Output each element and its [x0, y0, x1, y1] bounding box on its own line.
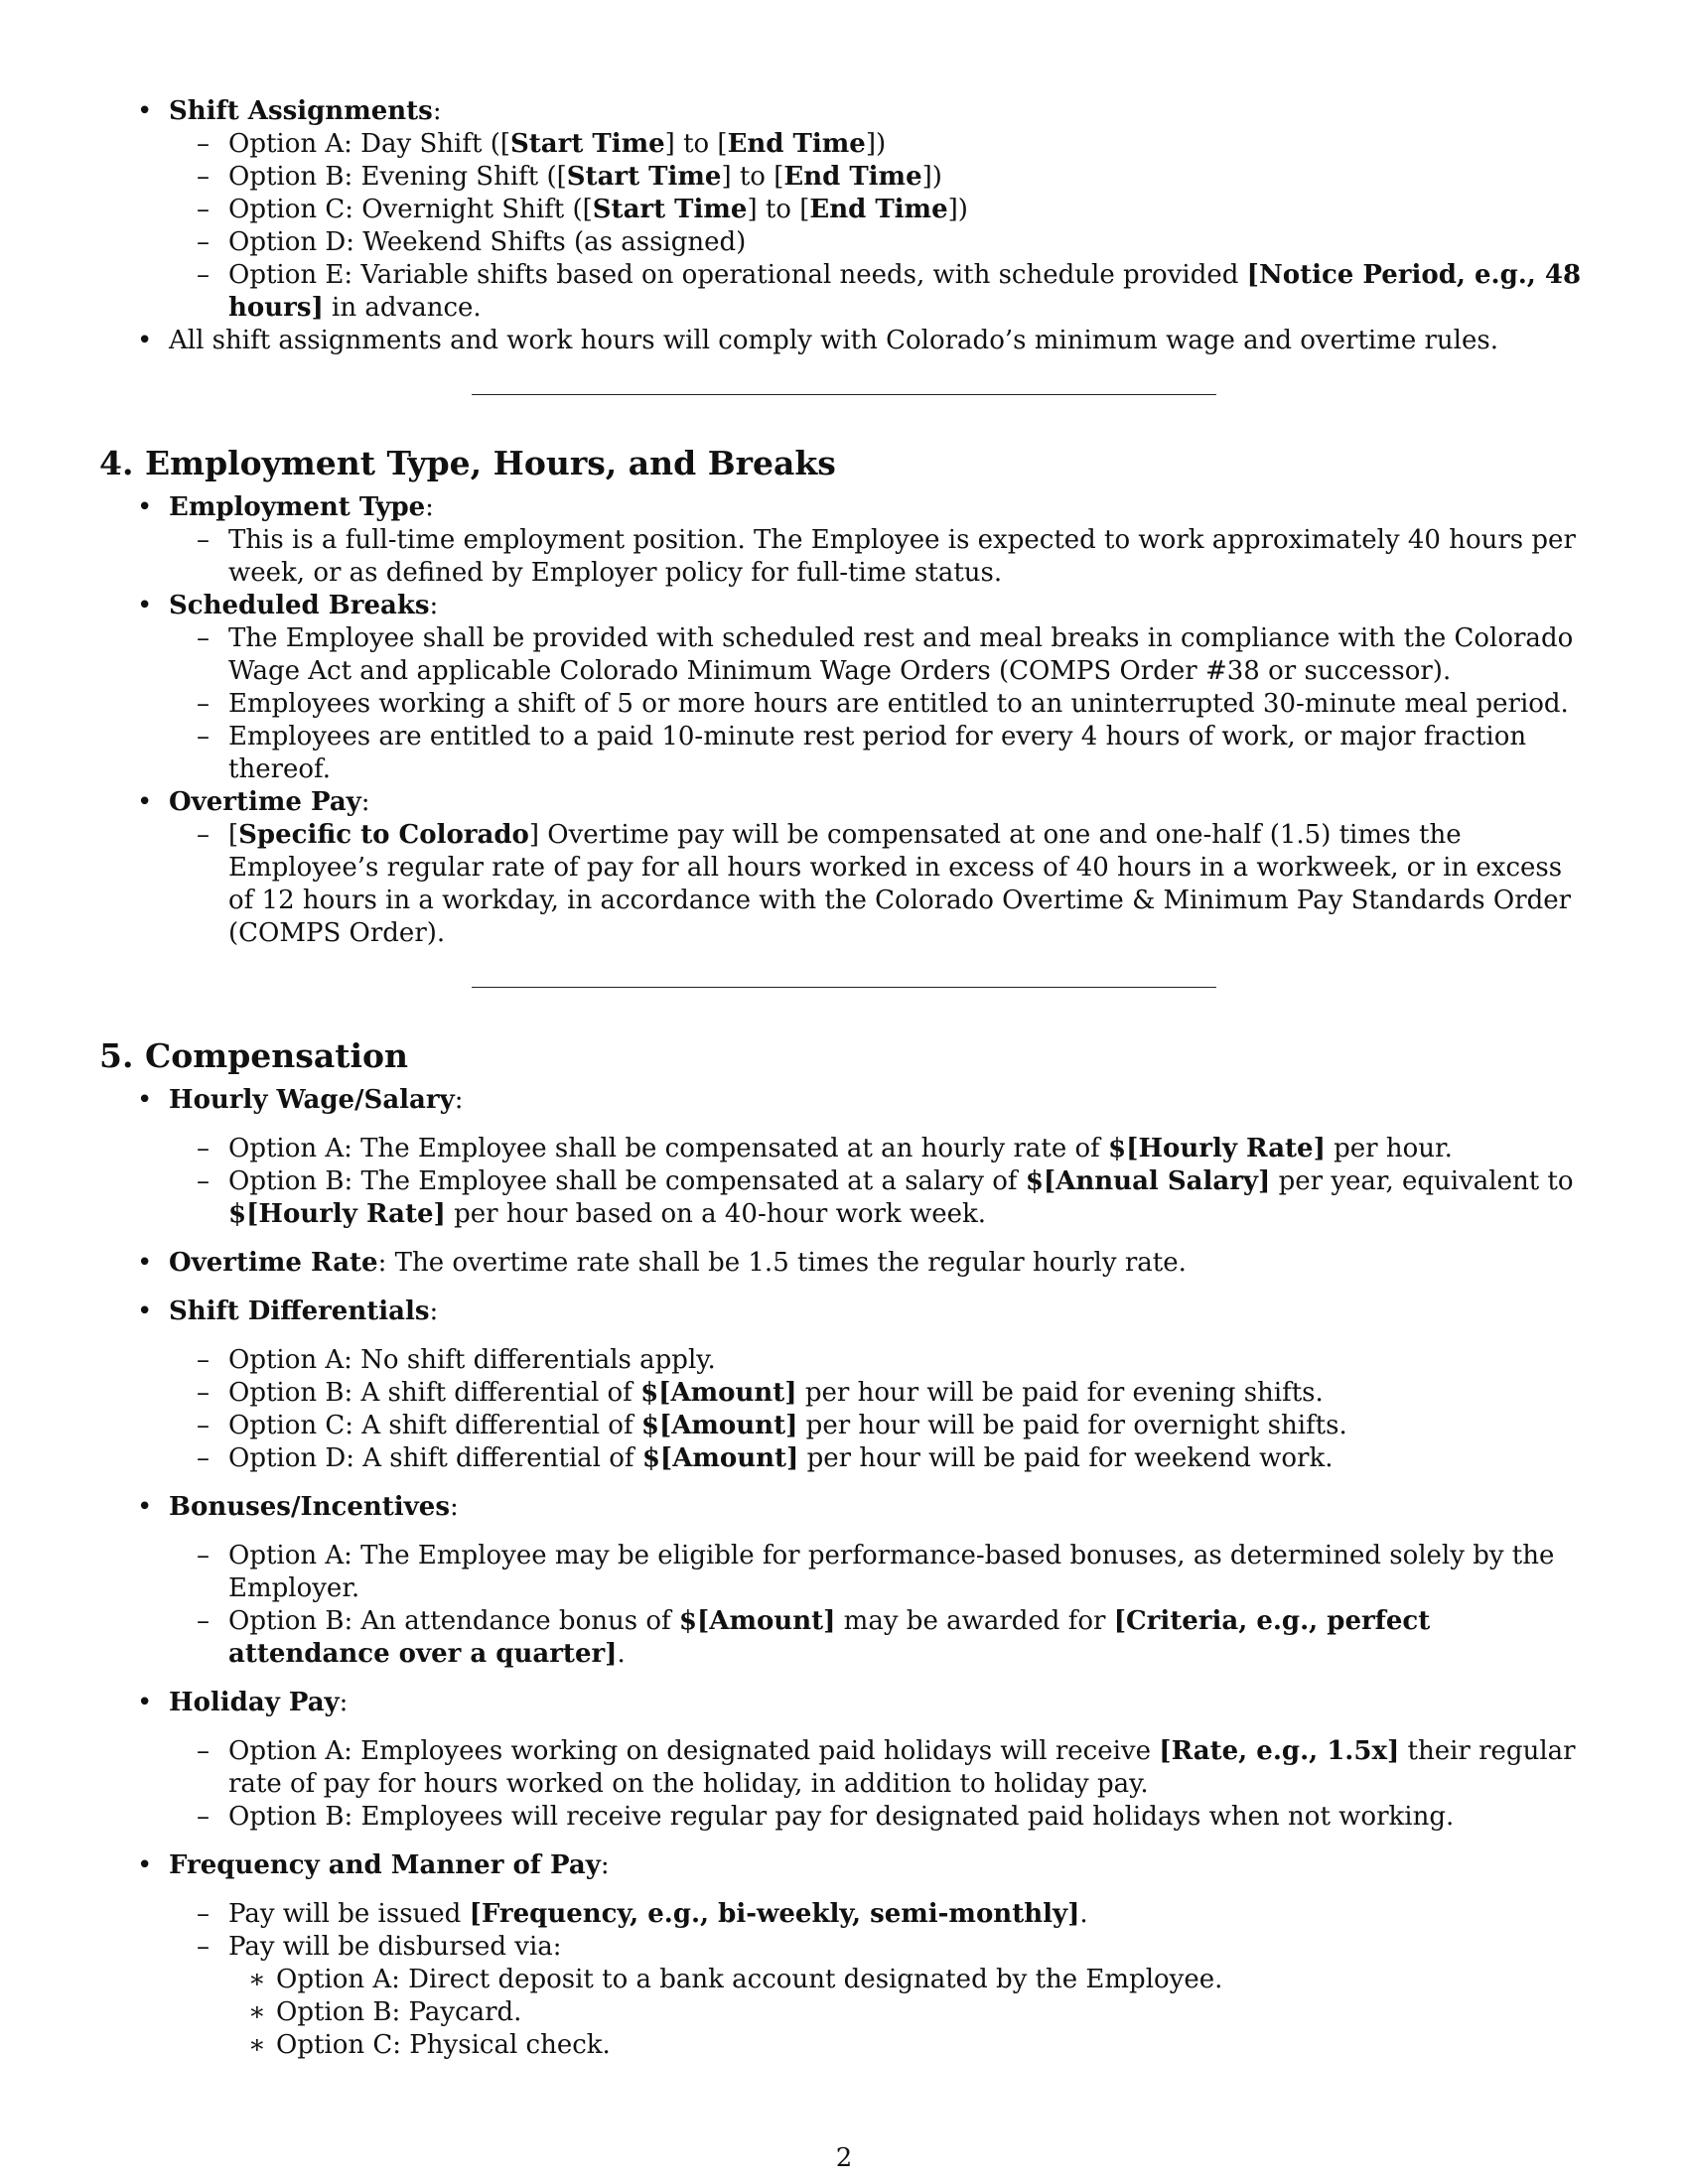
bonus-option-b: – Option B: An attendance bonus of $[Amount] may be awarded for [Criteria, e.g., perfect attendance over a quarter]. — [197, 1606, 1431, 1669]
disbursement-option: ∗ Option C: Physical check. — [248, 2030, 611, 2060]
differential-option-d: – Option D: A shift differential of $[Amount] per hour will be paid for weekend work. — [197, 1443, 1334, 1473]
bullet-bonuses: • Bonuses/Incentives: — [137, 1492, 459, 1522]
differential-option-c: – Option C: A shift differential of $[Amount] per hour will be paid for overnight shifts. — [197, 1411, 1347, 1440]
bullet-overtime-pay: • Overtime Pay: — [137, 787, 370, 817]
disbursement-option: ∗ Option A: Direct deposit to a bank account designated by the Employee. — [248, 1965, 1223, 1994]
shift-option-e: – Option E: Variable shifts based on operational needs, with schedule provided [Notice Period, e.g., 48 hours] in advance. — [197, 260, 1582, 323]
pay-disbursed: – Pay will be disbursed via: — [197, 1932, 562, 1962]
holiday-option-a: – Option A: Employees working on designated paid holidays will receive [Rate, e.g., 1.5x] their regular rate of pay for hours worked on the holiday, in addition to holiday pay. — [197, 1736, 1576, 1799]
section-5-heading: 5. Compensation — [99, 1036, 408, 1075]
differential-option-a: – Option A: No shift differentials apply. — [197, 1345, 716, 1375]
shift-assignments-label: Shift Assignments — [169, 96, 433, 126]
page-number: 2 — [835, 2143, 853, 2173]
differential-option-b: – Option B: A shift differential of $[Amount] per hour will be paid for evening shifts. — [197, 1378, 1324, 1408]
bullet-scheduled-breaks: • Scheduled Breaks: — [137, 591, 439, 620]
shift-option-d: – Option D: Weekend Shifts (as assigned) — [197, 227, 747, 257]
hourly-option-b: – Option B: The Employee shall be compensated at a salary of $[Annual Salary] per year, equivalent to $[Hourly Rate] per hour based on a 40-hour work week. — [197, 1166, 1574, 1229]
overtime-pay-text: – [Specific to Colorado] Overtime pay will be compensated at one and one-half (1.5) times the Employee’s regular rate of pay for all hours worked in excess of 40 hours in a workweek, or in excess of 12 hours in a workday, in accordance with the Colorado Overtime & Minimum Pay Standards Order (COMPS Order). — [197, 820, 1572, 948]
bullet-holiday-pay: • Holiday Pay: — [137, 1688, 349, 1717]
breaks-item: – Employees are entitled to a paid 10-minute rest period for every 4 hours of work, or major fraction thereof. — [197, 722, 1527, 784]
holiday-option-b: – Option B: Employees will receive regular pay for designated paid holidays when not working. — [197, 1802, 1455, 1832]
hourly-option-a: – Option A: The Employee shall be compensated at an hourly rate of $[Hourly Rate] per hour. — [197, 1134, 1453, 1163]
breaks-item: – Employees working a shift of 5 or more hours are entitled to an uninterrupted 30-minute meal period. — [197, 689, 1569, 719]
shift-option-b: – Option B: Evening Shift ([Start Time] to [End Time]) — [197, 162, 942, 192]
page-content — [99, 95, 1589, 2062]
bullet-shift-compliance: • All shift assignments and work hours will comply with Colorado’s minimum wage and overtime rules. — [137, 326, 1498, 355]
bullet-frequency: • Frequency and Manner of Pay: — [137, 1850, 610, 1880]
shift-option-a: – Option A: Day Shift ([Start Time] to [End Time]) — [197, 129, 887, 159]
pay-issued: – Pay will be issued [Frequency, e.g., bi-weekly, semi-monthly]. — [197, 1899, 1088, 1929]
bullet-shift-assignments: • Shift Assignments: — [137, 96, 442, 126]
section-divider — [472, 987, 1216, 988]
bullet-shift-differentials: • Shift Differentials: — [137, 1297, 439, 1326]
bonus-option-a: – Option A: The Employee may be eligible for performance-based bonuses, as determined solely by the Employer. — [197, 1541, 1555, 1603]
employment-type-text: – This is a full-time employment position. The Employee is expected to work approximately 40 hours per week, or as defined by Employer policy for full-time status. — [197, 525, 1576, 588]
breaks-item: – The Employee shall be provided with scheduled rest and meal breaks in compliance with the Colorado Wage Act and applicable Colorado Minimum Wage Orders (COMPS Order #38 or successor). — [197, 623, 1574, 686]
section-4-heading: 4. Employment Type, Hours, and Breaks — [99, 444, 836, 482]
section-divider — [472, 394, 1216, 395]
disbursement-option: ∗ Option B: Paycard. — [248, 1997, 522, 2027]
bullet-hourly-wage: • Hourly Wage/Salary: — [137, 1085, 464, 1115]
bullet-employment-type: • Employment Type: — [137, 492, 434, 522]
shift-option-c: – Option C: Overnight Shift ([Start Time] to [End Time]) — [197, 195, 968, 224]
bullet-overtime-rate: • Overtime Rate: The overtime rate shall be 1.5 times the regular hourly rate. — [137, 1248, 1187, 1278]
